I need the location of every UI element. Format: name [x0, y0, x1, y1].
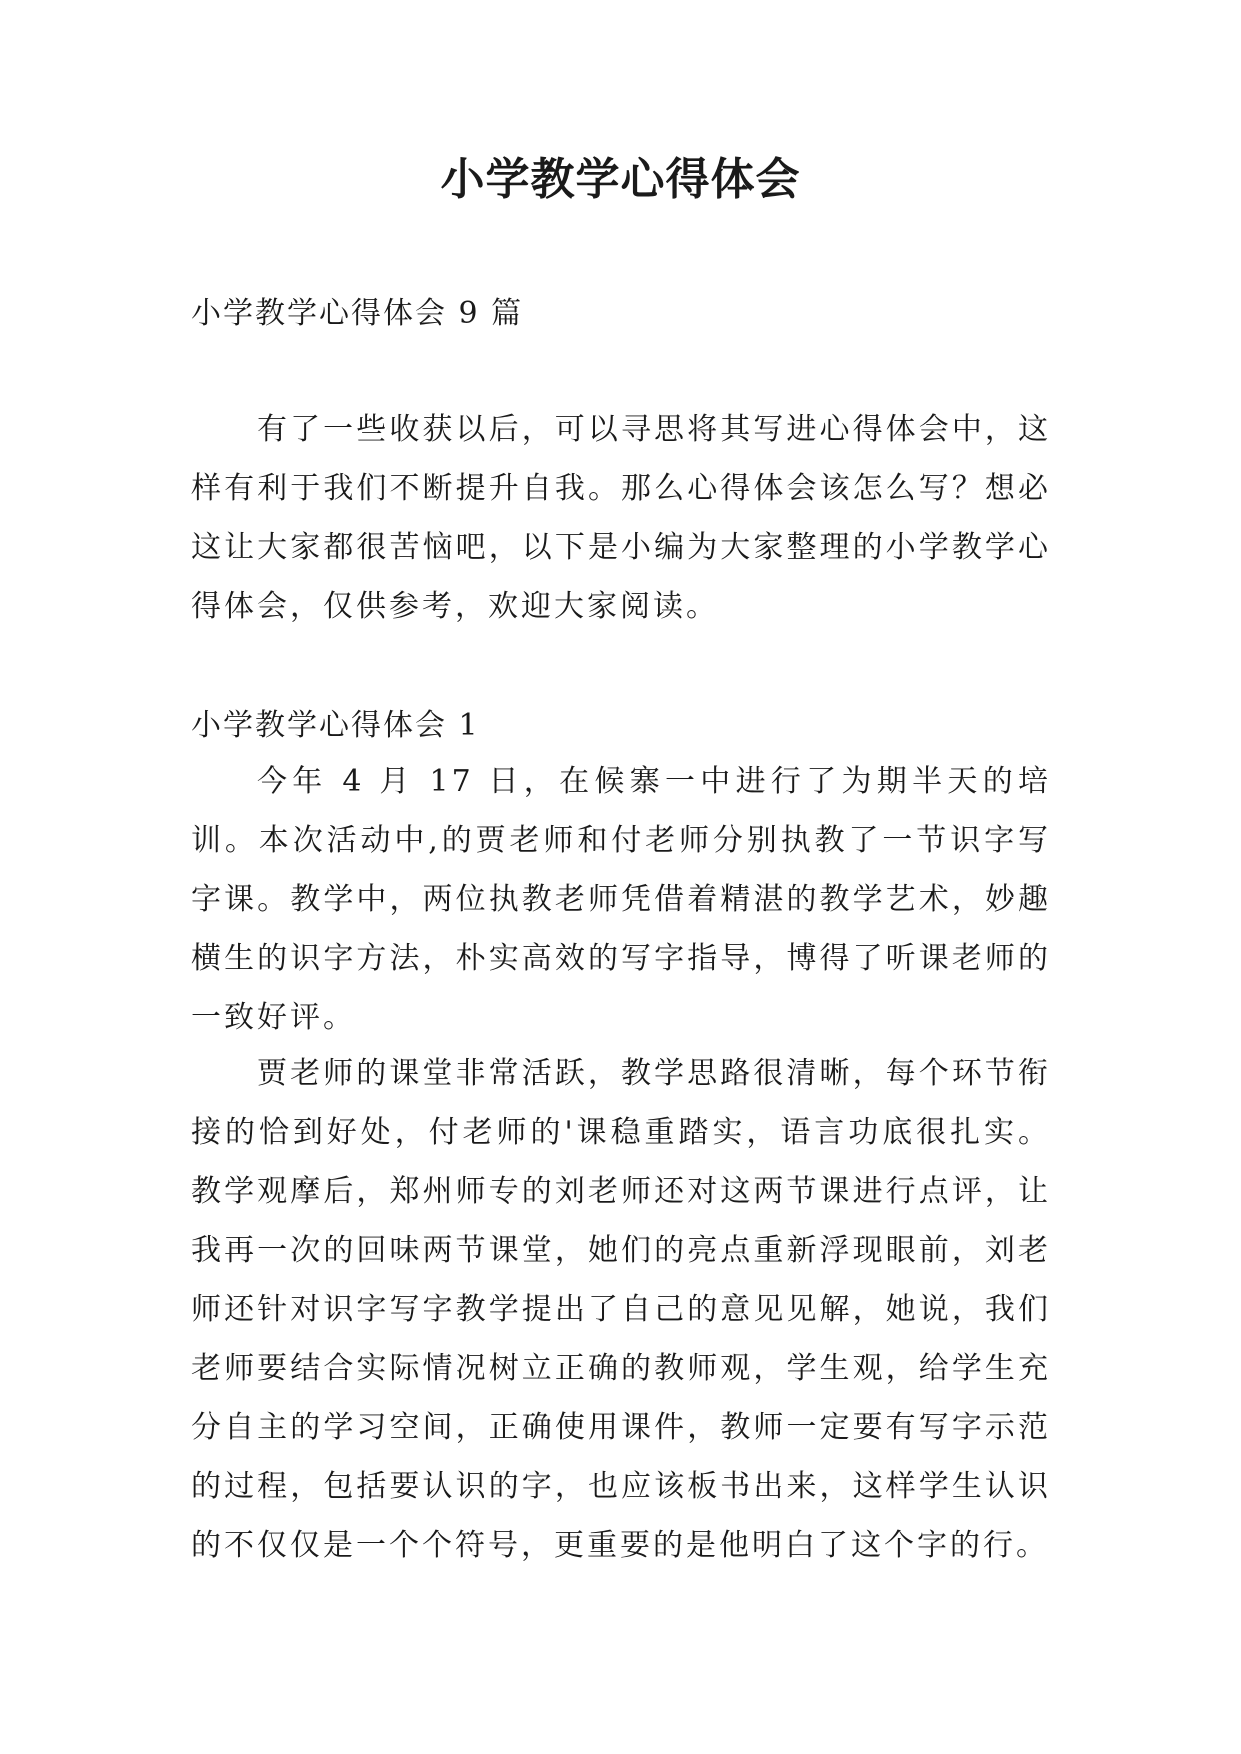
section-heading: 小学教学心得体会 1: [191, 708, 480, 743]
document-subtitle: 小学教学心得体会 9 篇: [191, 296, 524, 331]
intro-paragraph: 有了一些收获以后，可以寻思将其写进心得体会中，这样有利于我们不断提升自我。那么心得体会该怎么写？想必这让大家都很苦恼吧，以下是小编为大家整理的小学教学心得体会，仅供参考，欢迎大家阅读。: [191, 412, 1051, 624]
document-title: 小学教学心得体会: [440, 154, 801, 205]
section-paragraph: 今年 4 月 17 日，在候寨一中进行了为期半天的培训。本次活动中,的贾老师和付老师分别执教了一节识字写字课。教学中，两位执教老师凭借着精湛的教学艺术，妙趣横生的识字方法，朴实高效的写字指导，博得了听课老师的一致好评。: [191, 764, 1051, 1035]
section-paragraph: 贾老师的课堂非常活跃，教学思路很清晰，每个环节衔接的恰到好处，付老师的'课稳重踏实，语言功底很扎实。教学观摩后，郑州师专的刘老师还对这两节课进行点评，让我再一次的回味两节课堂，她们的亮点重新浮现眼前，刘老师还针对识字写字教学提出了自己的意见见解，她说，我们老师要结合实际情况树立正确的教师观，学生观，给学生充分自主的学习空间，正确使用课件，教师一定要有写字示范的过程，包括要认识的字，也应该板书出来，这样学生认识的不仅仅是一个个符号，更重要的是他明白了这个字的行。: [191, 1056, 1051, 1563]
